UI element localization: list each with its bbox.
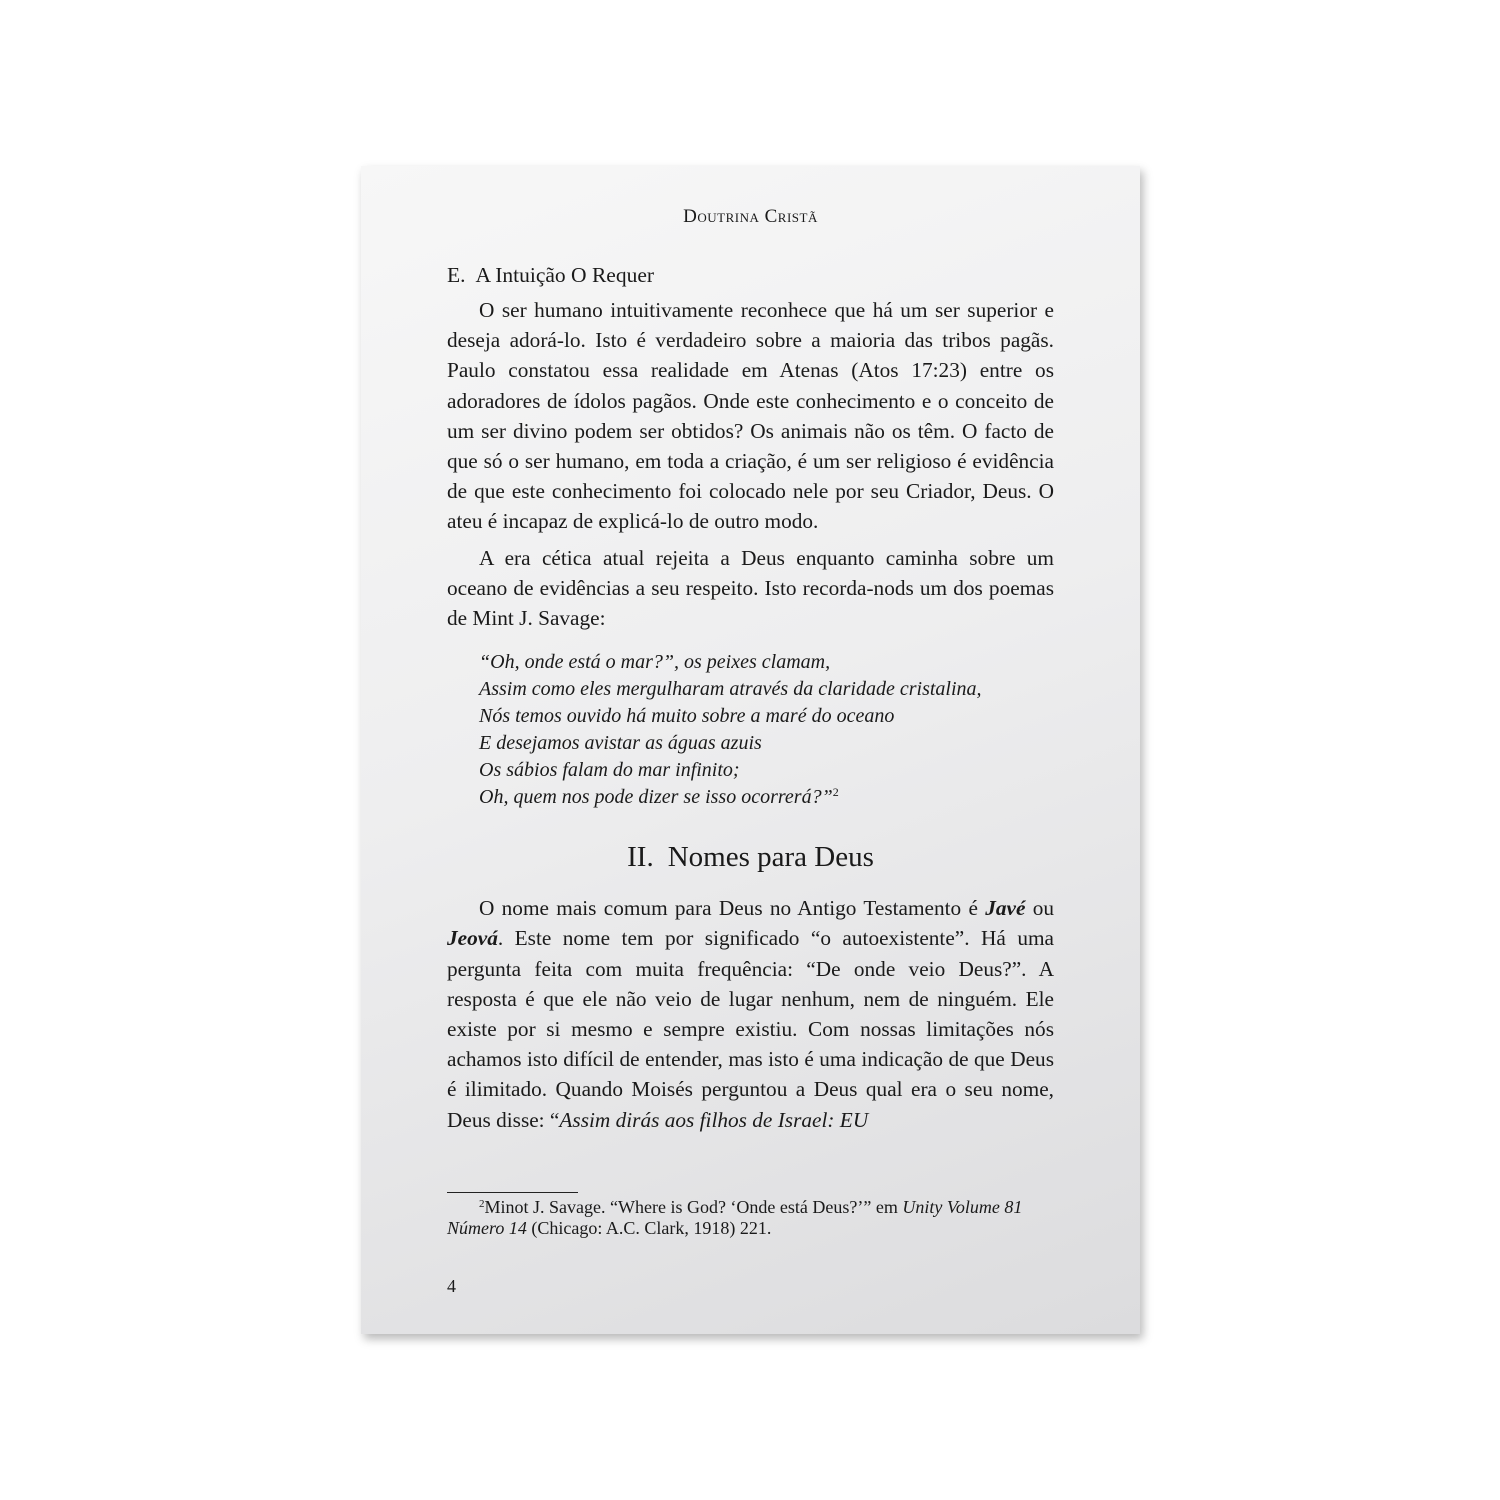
paragraph-names-of-god — [447, 893, 1054, 1135]
poem-line: “Oh, onde está o mar?”, os peixes clamam, — [479, 651, 831, 674]
section-letter: E. — [447, 263, 466, 287]
name-jave: Javé — [985, 896, 1026, 921]
text-run: . Este nome tem por significado “o autoexistente”. Há uma pergunta feita com muita frequência: “De onde veio Deus?”. A resposta é que ele não veio de lugar nenhum, nem de ninguém. Ele existe por si mesmo e sempre existiu. Com nossas limitações nós achamos isto difícil de entender, mas isto é uma indicação de que Deus é ilimitado. Quando Moisés perguntou a Deus qual era o seu nome, Deus disse: “ — [447, 926, 1054, 1132]
page-number: 4 — [447, 1276, 456, 1296]
chapter-heading — [447, 839, 1054, 875]
book-page — [361, 166, 1140, 1334]
name-jeova: Jeová — [447, 926, 498, 951]
chapter-title: Nomes para Deus — [667, 841, 874, 874]
paragraph-skeptic-era: A era cética atual rejeita a Deus enquanto caminha sobre um oceano de evidências a seu respeito. Isto recorda-nods um dos poemas de Mint J. Savage: — [447, 545, 1054, 631]
poem-line: Os sábios falam do mar infinito; — [479, 759, 740, 782]
poem-line: Assim como eles mergulharam através da claridade cristalina, — [479, 678, 982, 701]
poem-line: Nós temos ouvido há muito sobre a maré do oceano — [479, 705, 895, 728]
page-content — [447, 260, 1054, 1141]
footnote-text: (Chicago: A.C. Clark, 1918) 221. — [526, 1218, 772, 1238]
poem-quote — [479, 649, 1054, 811]
poem-line-last — [479, 784, 1054, 811]
footnote-number: 2 — [479, 1198, 485, 1210]
scripture-quote: Assim dirás aos filhos de Israel: EU — [559, 1107, 869, 1132]
text-run: O nome mais comum para Deus no Antigo Testamento é — [479, 896, 986, 921]
footnote-reference[interactable]: 2 — [832, 785, 839, 800]
section-title: A Intuição O Requer — [475, 263, 655, 287]
section-heading — [447, 260, 1054, 290]
text-run: ou — [1025, 896, 1054, 921]
footnote — [447, 1197, 1054, 1239]
footnote-text: Minot J. Savage. “Where is God? ‘Onde está Deus?’” em — [484, 1197, 903, 1217]
footnote-title: Unity Volume 81 Número 14 — [447, 1197, 1023, 1238]
poem-line: Oh, quem nos pode dizer se isso ocorrerá?” — [479, 786, 833, 809]
poem-line: E desejamos avistar as águas azuis — [479, 732, 762, 755]
footnote-divider — [447, 1192, 578, 1193]
paragraph-intuition: O ser humano intuitivamente reconhece que há um ser superior e deseja adorá-lo. Isto é verdadeiro sobre a maioria das tribos pagãs. Paulo constatou essa realidade em Atenas (Atos 17:23) entre os adoradores de ídolos pagãos. Onde este conhecimento e o conceito de um ser divino podem ser obtidos? Os animais não os têm. O facto de que só o ser humano, em toda a criação, é um ser religioso é evidência de que este conhecimento foi colocado nele por seu Criador, Deus. O ateu é incapaz de explicá-lo de outro modo. — [447, 298, 1054, 534]
chapter-number: II. — [627, 841, 654, 874]
running-head: Doutrina Cristã — [683, 206, 818, 227]
